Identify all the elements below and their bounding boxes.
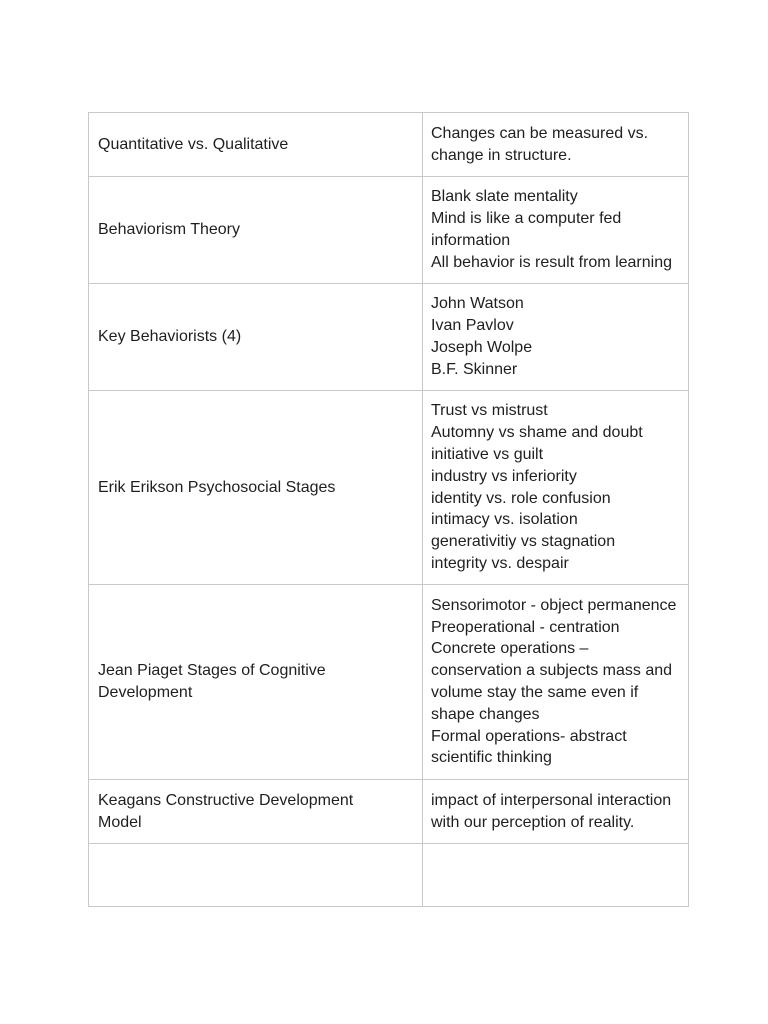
term-text: Model (98, 813, 142, 831)
definition-line: generativitiy vs stagnation (431, 533, 616, 551)
definition-line: John Watson (431, 295, 524, 313)
definition-cell (423, 391, 689, 585)
table-row (89, 844, 689, 907)
definition-line: identity vs. role confusion (431, 489, 611, 507)
definition-line: Automny vs shame and doubt (431, 424, 643, 442)
table-row (89, 391, 689, 585)
definition-line: information (431, 232, 511, 249)
table-row (89, 177, 689, 284)
term-cell (89, 844, 423, 907)
definition-cell (423, 844, 689, 907)
definition-cell (423, 177, 689, 284)
definition-line: Formal operations- abstract (431, 727, 627, 745)
table-row (89, 113, 689, 177)
table-row (89, 585, 689, 780)
definition-line: Ivan Pavlov (431, 317, 514, 335)
term-text: Quantitative vs. Qualitative (98, 135, 289, 153)
term-cell (89, 780, 423, 844)
table-row (89, 780, 689, 844)
term-cell (89, 284, 423, 391)
definition-line: Concrete operations – (431, 640, 589, 658)
term-cell (89, 113, 423, 177)
term-text: Jean Piaget Stages of Cognitive (98, 662, 326, 680)
definition-line: intimacy vs. isolation (431, 511, 578, 529)
definition-cell (423, 284, 689, 391)
term-text: Keagans Constructive Development (98, 791, 354, 809)
definition-line: impact of interpersonal interaction (431, 791, 672, 809)
definition-line: initiative vs guilt (431, 445, 544, 463)
definition-line: Joseph Wolpe (431, 339, 533, 356)
definition-line: Sensorimotor - object permanence (431, 596, 677, 614)
definition-line: Changes can be measured vs. (431, 124, 649, 142)
definition-line: Blank slate mentality (431, 188, 578, 206)
term-text: Behaviorism Theory (98, 221, 240, 239)
term-text: Development (98, 684, 193, 701)
definition-line: with our perception of reality. (431, 813, 635, 831)
definition-line: scientific thinking (431, 749, 552, 767)
definition-line: shape changes (431, 705, 540, 723)
definition-line: Preoperational - centration (431, 618, 620, 636)
definition-line: integrity vs. despair (431, 554, 569, 572)
definition-line: conservation a subjects mass and (431, 662, 673, 680)
term-cell (89, 177, 423, 284)
definition-cell (423, 585, 689, 780)
table-row (89, 284, 689, 391)
definition-line: volume stay the same even if (431, 684, 639, 701)
notes-table (88, 112, 689, 907)
term-cell (89, 391, 423, 585)
definition-line: industry vs inferiority (431, 467, 577, 485)
definition-line: Trust vs mistrust (431, 402, 548, 420)
term-cell (89, 585, 423, 780)
definition-line: change in structure. (431, 146, 572, 164)
definition-cell (423, 780, 689, 844)
definition-line: Mind is like a computer fed (431, 210, 622, 228)
definition-line: All behavior is result from learning (431, 253, 672, 271)
definition-line: B.F. Skinner (431, 360, 518, 378)
term-text: Erik Erikson Psychosocial Stages (98, 478, 336, 496)
term-text: Key Behaviorists (4) (98, 328, 242, 346)
definition-cell (423, 113, 689, 177)
